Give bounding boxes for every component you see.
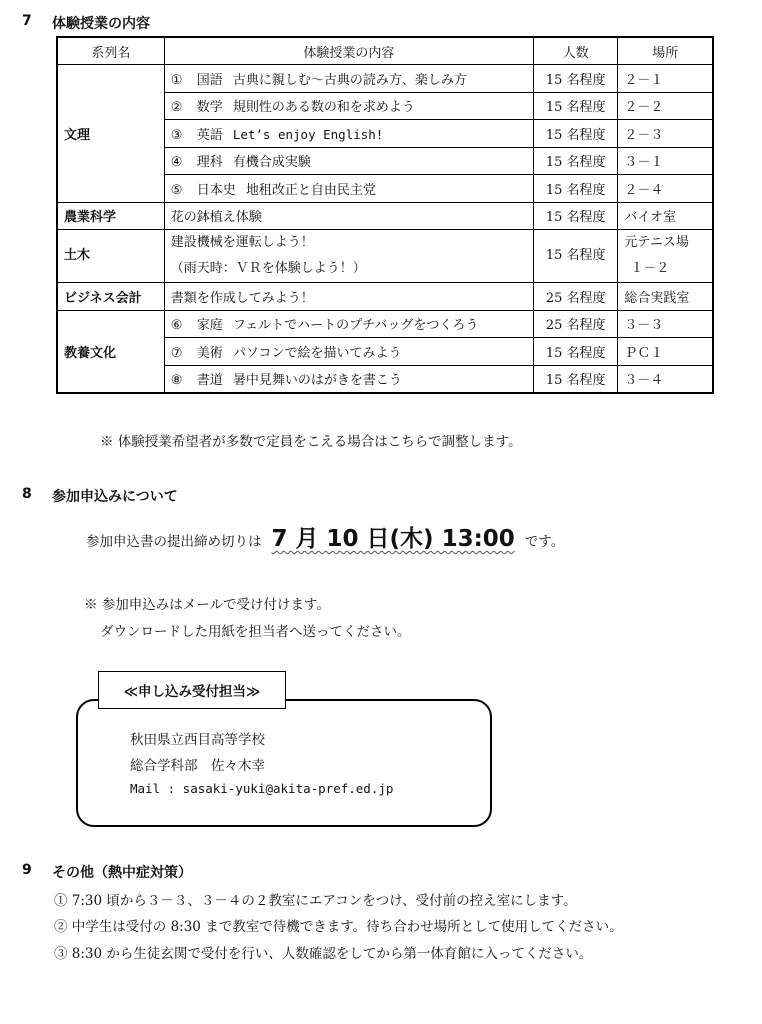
series-cell: 農業科学 xyxy=(57,202,164,230)
deadline-date: 7 月 10 日(木) 13:00 xyxy=(271,526,515,552)
content-cell: ② 数学 規則性のある数の和を求めよう xyxy=(164,92,533,120)
section-8-number: 8 xyxy=(22,486,32,502)
content-cell: 建設機械を運転しよう！ （雨天時：ＶＲを体験しよう！） xyxy=(164,230,533,283)
place-cell: ３－３ xyxy=(618,310,713,338)
place-cell: ３－４ xyxy=(618,365,713,393)
count-cell: 15 名程度 xyxy=(533,120,617,148)
count-cell: 15 名程度 xyxy=(533,202,617,230)
content-cell: ⑤ 日本史 地租改正と自由民主党 xyxy=(164,175,533,203)
place-cell: ２－２ xyxy=(618,92,713,120)
place-cell: ２－１ xyxy=(618,65,713,93)
content-cell: ④ 理科 有機合成実験 xyxy=(164,147,533,175)
table-row xyxy=(57,283,713,311)
count-cell: 15 名程度 xyxy=(533,230,617,283)
contact-dept: 総合学科部 佐々木幸 xyxy=(130,758,265,774)
table-row xyxy=(57,65,713,93)
place-cell: 総合実践室 xyxy=(618,283,713,311)
place-cell: ３－１ xyxy=(618,147,713,175)
heat-item-3: ③ 8:30 から生徒玄関で受付を行い、人数確認をしてから第一体育館に入ってください。 xyxy=(54,946,593,962)
table-header-row xyxy=(57,37,713,65)
count-cell: 15 名程度 xyxy=(533,365,617,393)
table-row xyxy=(57,202,713,230)
section-7-title: 体験授業の内容 xyxy=(52,16,150,32)
series-cell: 文理 xyxy=(57,65,164,203)
header-series: 系列名 xyxy=(57,37,164,65)
contact-mail: Mail : sasaki-yuki@akita-pref.ed.jp xyxy=(130,781,394,796)
application-note-1: ※ 参加申込みはメールで受け付けます。 xyxy=(84,597,330,613)
section-7-number: 7 xyxy=(22,13,32,29)
count-cell: 15 名程度 xyxy=(533,92,617,120)
section-9-title: その他（熱中症対策） xyxy=(52,865,192,881)
place-cell: 元テニス場 １－２ xyxy=(618,230,713,283)
content-cell: ⑥ 家庭 フェルトでハートのプチバッグをつくろう xyxy=(164,310,533,338)
place-cell: ＰＣ１ xyxy=(618,338,713,366)
place-cell: ２－４ xyxy=(618,175,713,203)
contact-school: 秋田県立西目高等学校 xyxy=(130,732,265,748)
heat-item-2: ② 中学生は受付の 8:30 まで教室で待機できます。待ち合わせ場所として使用してください。 xyxy=(54,919,623,935)
count-cell: 25 名程度 xyxy=(533,283,617,311)
program-table xyxy=(56,36,714,394)
place-cell: バイオ室 xyxy=(618,202,713,230)
content-cell: ⑦ 美術 パソコンで絵を描いてみよう xyxy=(164,338,533,366)
series-cell: ビジネス会計 xyxy=(57,283,164,311)
content-cell: 書類を作成してみよう！ xyxy=(164,283,533,311)
series-cell: 土木 xyxy=(57,230,164,283)
deadline-prefix: 参加申込書の提出締め切りは xyxy=(86,534,262,550)
count-cell: 15 名程度 xyxy=(533,338,617,366)
header-place: 場所 xyxy=(618,37,713,65)
section-9-number: 9 xyxy=(22,862,32,878)
deadline-line xyxy=(86,520,564,553)
application-note-2: ダウンロードした用紙を担当者へ送ってください。 xyxy=(100,624,411,640)
table-row xyxy=(57,230,713,283)
deadline-suffix: です。 xyxy=(524,534,565,550)
content-cell: ③ 英語 Let’s enjoy English! xyxy=(164,120,533,148)
table-row xyxy=(57,310,713,338)
content-cell: 花の鉢植え体験 xyxy=(164,202,533,230)
count-cell: 15 名程度 xyxy=(533,175,617,203)
header-content: 体験授業の内容 xyxy=(164,37,533,65)
content-cell: ① 国語 古典に親しむ～古典の読み方、楽しみ方 xyxy=(164,65,533,93)
series-cell: 教養文化 xyxy=(57,310,164,393)
content-cell: ⑧ 書道 暑中見舞いのはがきを書こう xyxy=(164,365,533,393)
header-count: 人数 xyxy=(533,37,617,65)
count-cell: 25 名程度 xyxy=(533,310,617,338)
heat-item-1: ① 7:30 頃から３－３、３－４の２教室にエアコンをつけ、受付前の控え室にします。 xyxy=(54,893,577,909)
place-cell: ２－３ xyxy=(618,120,713,148)
section-8-title: 参加申込みについて xyxy=(52,489,178,505)
contact-box-title: ≪申し込み受付担当≫ xyxy=(98,671,286,709)
count-cell: 15 名程度 xyxy=(533,65,617,93)
count-cell: 15 名程度 xyxy=(533,147,617,175)
capacity-note: ※ 体験授業希望者が多数で定員をこえる場合はこちらで調整します。 xyxy=(100,434,522,450)
